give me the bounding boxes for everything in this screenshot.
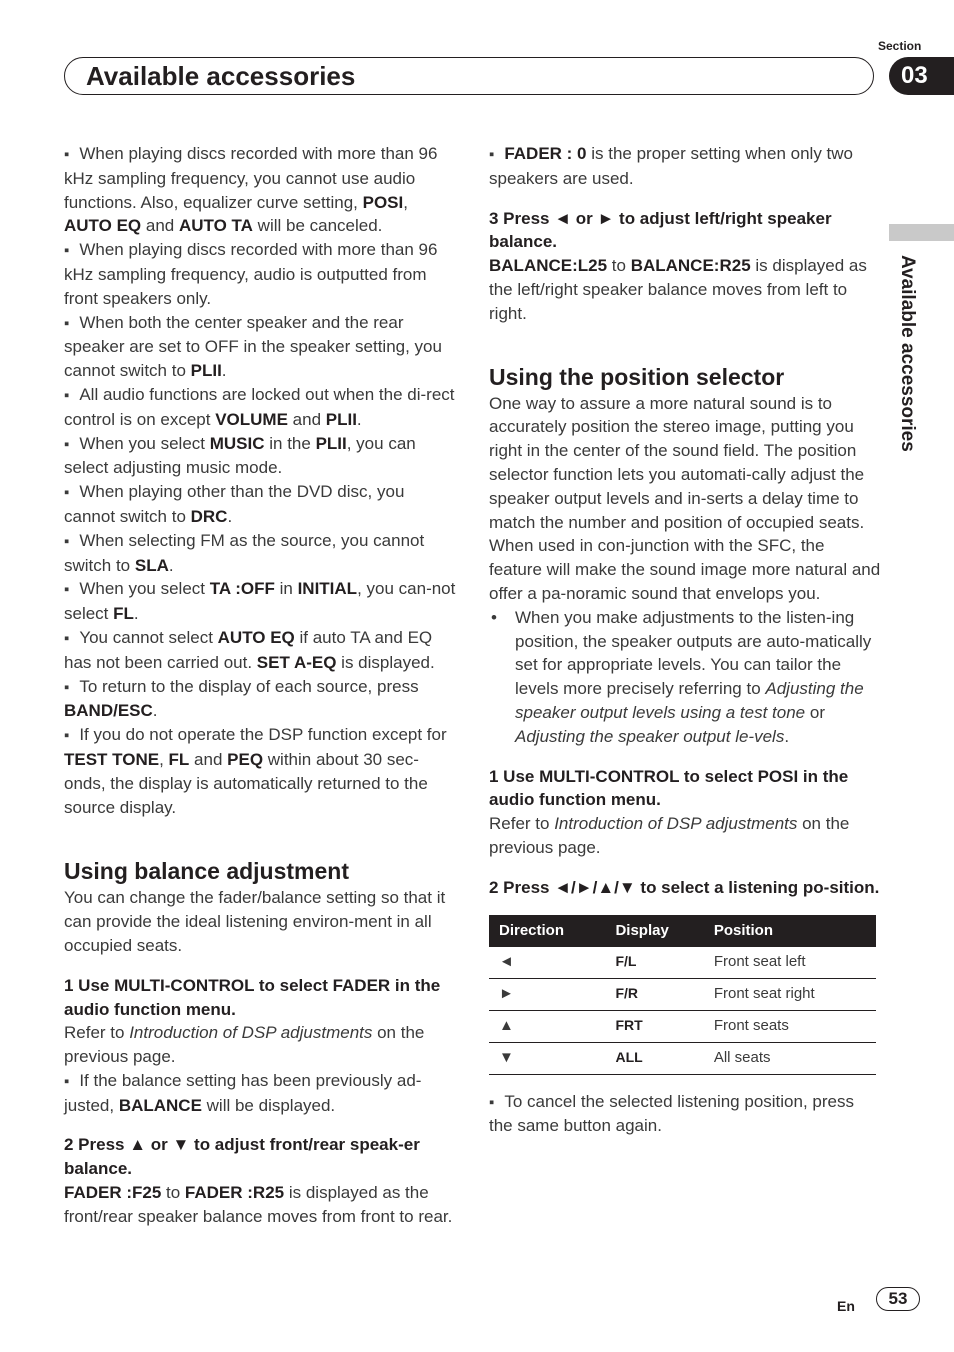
- note-text: When you select: [79, 579, 210, 599]
- note-item: [64, 480, 456, 529]
- position-step-1-ref: [489, 812, 881, 860]
- section-number-badge: 03: [889, 57, 954, 95]
- note-keyword: AUTO EQ: [64, 216, 142, 236]
- note-text: When selecting FM as the source, you cannot switch to: [64, 530, 425, 575]
- reference-title: Adjusting the speaker output le-vels: [515, 726, 785, 746]
- keyword: BALANCE:R25: [630, 256, 751, 276]
- note-item: [64, 529, 456, 578]
- note-item: [64, 311, 456, 383]
- note-item: [64, 238, 456, 310]
- balance-step-2-body: [64, 1181, 456, 1229]
- note-item: [64, 142, 456, 238]
- cell-direction: ▲: [489, 1010, 605, 1042]
- note-keyword: TEST TONE: [64, 749, 160, 769]
- balance-step-1-ref: [64, 1021, 456, 1069]
- balance-step-3: 3 Press ◄ or ► to adjust left/right speaker balance.: [489, 208, 832, 252]
- table-row: [489, 947, 876, 979]
- cell-display: FRT: [605, 1010, 703, 1042]
- note-text: in: [274, 579, 298, 599]
- text: is displayed as the left/right speaker balance moves from left to right.: [489, 256, 867, 323]
- note-text: When playing other than the DVD disc, you cannot switch to: [64, 482, 405, 526]
- note-text: and: [189, 749, 228, 769]
- balance-step-1-note: [64, 1069, 456, 1118]
- note-text: When you select: [79, 433, 210, 453]
- position-step-2: 2 Press ◄/►/▲/▼ to select a listening po-sition.: [489, 877, 880, 897]
- table-row: [489, 1010, 876, 1042]
- cell-display: ALL: [605, 1042, 703, 1074]
- table-header-direction: Direction: [489, 915, 605, 947]
- cell-position: Front seat left: [704, 947, 876, 979]
- note-text: If you do not operate the DSP function except for: [79, 725, 447, 745]
- cancel-note: ▪ To cancel the selected listening position, press the same button again.: [489, 1090, 881, 1139]
- note-item: [64, 675, 456, 724]
- note-text: ,: [159, 749, 169, 769]
- cell-direction: ▼: [489, 1042, 605, 1074]
- text: or: [805, 702, 825, 722]
- page-title: Available accessories: [86, 61, 356, 91]
- cell-position: Front seat right: [704, 978, 876, 1010]
- language-label: En: [837, 1298, 855, 1314]
- reference-title: Introduction of DSP adjustments: [129, 1023, 373, 1043]
- text: to: [161, 1183, 185, 1203]
- fader-note: [489, 142, 881, 191]
- note-keyword: FL: [113, 604, 134, 624]
- note-text: will be canceled.: [252, 216, 383, 236]
- note-text: and: [287, 409, 326, 429]
- text: will be displayed.: [201, 1095, 336, 1115]
- note-keyword: PLII: [315, 433, 347, 453]
- notes-list: [64, 142, 456, 819]
- side-section-label: Available accessories: [897, 255, 918, 452]
- section-label: Section: [878, 39, 922, 53]
- text: Refer to: [64, 1023, 130, 1043]
- note-item: [64, 383, 456, 432]
- balance-intro: You can change the fader/balance setting so that it can provide the ideal listening environ-ment in all occupied seats.: [64, 888, 446, 955]
- cell-direction: ►: [489, 978, 605, 1010]
- note-text: .: [221, 361, 227, 381]
- note-text: within about 30 sec-onds, the display is automatically returned to the source display.: [64, 749, 428, 817]
- cell-display: F/R: [605, 978, 703, 1010]
- cell-display: F/L: [605, 947, 703, 979]
- keyword: FADER :R25: [184, 1183, 285, 1203]
- cell-position: Front seats: [704, 1010, 876, 1042]
- note-text: To return to the display of each source, press: [79, 676, 419, 696]
- note-keyword: VOLUME: [215, 409, 288, 429]
- note-keyword: AUTO TA: [178, 216, 253, 236]
- keyword: BALANCE:L25: [489, 256, 608, 276]
- note-keyword: POSI: [362, 192, 404, 212]
- keyword: FADER :F25: [64, 1183, 162, 1203]
- note-keyword: AUTO EQ: [217, 627, 295, 647]
- note-text: .: [168, 555, 174, 575]
- note-item: [64, 577, 456, 626]
- left-column: [64, 142, 456, 1229]
- text: If the balance setting has been previously ad-justed,: [64, 1070, 422, 1115]
- table-row: [489, 1042, 876, 1074]
- note-keyword: BAND/ESC: [64, 701, 153, 721]
- note-keyword: INITIAL: [297, 579, 358, 599]
- side-tab-marker: [889, 224, 954, 241]
- note-keyword: SET A-EQ: [256, 652, 337, 672]
- note-text: ,: [403, 192, 408, 212]
- text: to: [607, 256, 631, 276]
- text: is the proper setting when only two speakers are used.: [489, 144, 853, 188]
- note-keyword: MUSIC: [209, 433, 265, 453]
- position-table: [489, 915, 876, 1075]
- position-bullet: [489, 606, 881, 749]
- note-text: You cannot select: [79, 627, 218, 647]
- note-text: .: [152, 701, 158, 721]
- position-step-1: 1 Use MULTI-CONTROL to select POSI in the audio function menu.: [489, 766, 849, 810]
- text: .: [784, 726, 790, 746]
- text: is displayed as the front/rear speaker balance moves from front to rear.: [64, 1183, 453, 1226]
- note-text: .: [133, 604, 139, 624]
- reference-title: Adjusting the speaker output levels using a test tone: [515, 679, 864, 722]
- text: on the previous page.: [64, 1023, 425, 1067]
- note-keyword: FL: [168, 749, 190, 769]
- note-text: is displayed.: [336, 652, 435, 672]
- text: on the previous page.: [489, 814, 850, 857]
- balance-step-3-body: [489, 254, 881, 325]
- balance-heading: Using balance adjustment: [64, 858, 350, 885]
- note-keyword: PLII: [190, 361, 222, 381]
- table-body: [489, 947, 876, 1075]
- position-heading: Using the position selector: [489, 363, 785, 390]
- note-keyword: SLA: [134, 555, 169, 575]
- note-keyword: PEQ: [227, 749, 264, 769]
- keyword: BALANCE: [118, 1095, 202, 1115]
- note-text: , you can-not select: [64, 579, 456, 624]
- note-item: [64, 723, 456, 819]
- text: When you make adjustments to the listen-ing position, the speaker outputs are auto-matically set for appropriate levels. You can tailor the levels more precisely referring to: [515, 607, 872, 699]
- note-text: All audio functions are locked out when the di-rect control is on except: [64, 384, 455, 429]
- balance-step-1: 1 Use MULTI-CONTROL to select FADER in the audio function menu.: [64, 975, 441, 1019]
- right-column: [489, 142, 881, 1138]
- note-text: , you can select adjusting music mode.: [64, 433, 416, 478]
- table-header-position: Position: [704, 915, 876, 947]
- cell-position: All seats: [704, 1042, 876, 1074]
- text: Refer to: [489, 814, 555, 834]
- note-item: [64, 626, 456, 675]
- note-item: [64, 432, 456, 481]
- note-keyword: PLII: [325, 409, 357, 429]
- position-intro: One way to assure a more natural sound is to accurately position the stereo image, putting you right in the center of the sound field. The position selector function lets you automati-cally adjust the speaker output levels and in-serts a delay time to match the number and position of occupied seats. When used in con-junction with the SFC, the feature will make the sound image more natural and offer a pa-noramic sound that envelops you.: [489, 393, 881, 603]
- keyword: FADER : 0: [504, 144, 587, 163]
- note-text: When both the center speaker and the rear speaker are set to OFF in the speaker setting, you cannot switch to: [64, 312, 442, 381]
- note-text: in the: [264, 433, 316, 453]
- note-text: and: [141, 216, 179, 236]
- page-number: 53: [876, 1287, 920, 1311]
- balance-step-2: 2 Press ▲ or ▼ to adjust front/rear speak-er balance.: [64, 1135, 420, 1179]
- cell-direction: ◄: [489, 947, 605, 979]
- note-text: .: [356, 409, 362, 429]
- note-text: if auto TA and EQ has not been carried out.: [64, 627, 433, 672]
- table-header-display: Display: [605, 915, 703, 947]
- note-text: .: [227, 506, 233, 526]
- table-row: [489, 978, 876, 1010]
- reference-title: Introduction of DSP adjustments: [554, 814, 798, 834]
- note-keyword: DRC: [190, 506, 228, 526]
- note-text: When playing discs recorded with more than 96 kHz sampling frequency, you cannot use audio functions. Also, equalizer curve setting,: [64, 144, 438, 212]
- note-text: When playing discs recorded with more than 96 kHz sampling frequency, audio is outputted from front speakers only.: [64, 240, 438, 308]
- note-keyword: TA :OFF: [209, 579, 275, 599]
